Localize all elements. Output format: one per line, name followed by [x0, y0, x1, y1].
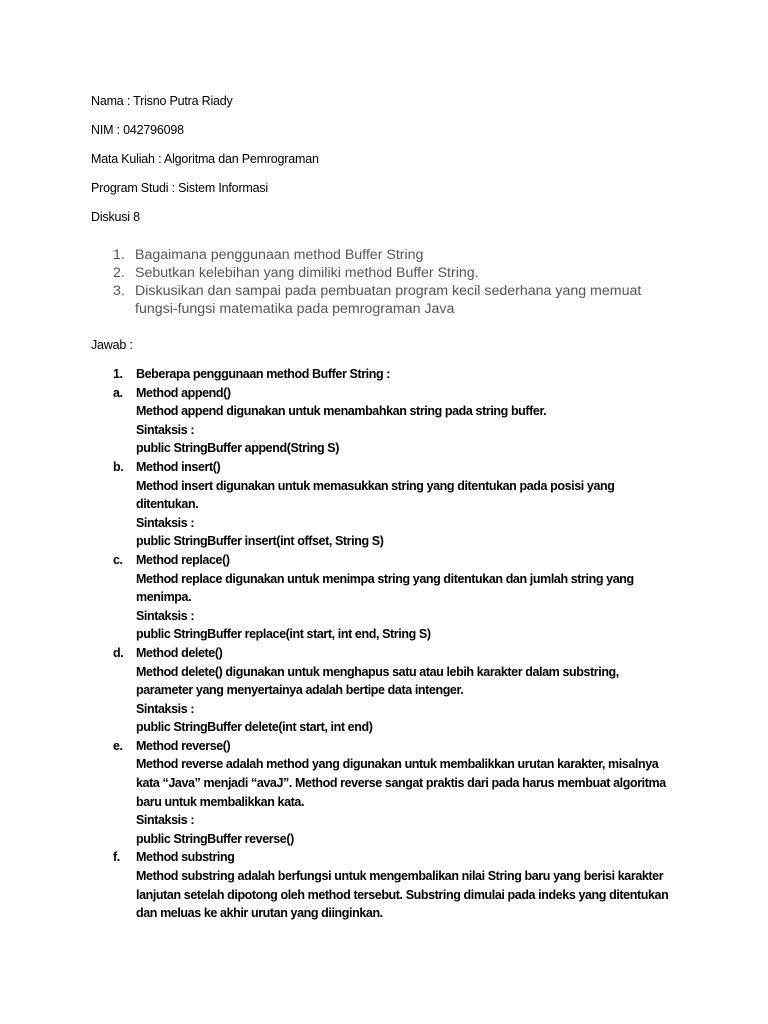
answer-item-line: Method insert digunakan untuk memasukkan string yang ditentukan pada posisi yang	[136, 478, 615, 493]
answer-item-line: Method delete()	[136, 645, 223, 660]
question-text: Bagaimana penggunaan method Buffer String	[135, 247, 424, 263]
answer-item-line: parameter yang menyertainya adalah bertipe data intenger.	[136, 683, 464, 698]
question-number: 3.	[113, 283, 125, 299]
question-item	[113, 282, 713, 318]
answer-item	[113, 644, 713, 737]
answer-heading-line: Beberapa penggunaan method Buffer String :	[136, 367, 391, 381]
answer-heading	[113, 365, 713, 384]
answer-item	[113, 848, 713, 922]
question-item	[113, 246, 713, 264]
answer-item-line: public StringBuffer delete(int start, int end)	[136, 720, 373, 735]
answer-heading-marker: 1.	[113, 367, 123, 381]
answer-item-line: Method append()	[136, 385, 231, 400]
answer-item-line: Method reverse()	[136, 738, 231, 753]
answer-item-line: public StringBuffer insert(int offset, String S)	[136, 534, 384, 549]
answer-item-line: Method substring	[136, 850, 235, 865]
question-number: 2.	[113, 265, 125, 281]
answer-item	[113, 384, 713, 458]
discussion-title: Diskusi 8	[91, 210, 140, 224]
answer-item-line: Method replace()	[136, 552, 230, 567]
question-text: fungsi-fungsi matematika pada pemrograman Java	[135, 301, 455, 317]
answer-item-line: public StringBuffer replace(int start, int end, String S)	[136, 627, 431, 642]
answer-item	[113, 737, 713, 849]
answer-item-marker: c.	[113, 552, 123, 567]
question-text: Sebutkan kelebihan yang dimiliki method Buffer String.	[135, 265, 479, 281]
answer-item-line: lanjutan setelah dipotong oleh method tersebut. Substring dimulai pada indeks yang ditentukan	[136, 887, 669, 902]
answer-item-marker: b.	[113, 459, 124, 474]
answer-item-marker: a.	[113, 385, 123, 400]
answer-label: Jawab :	[91, 338, 133, 352]
answer-item-line: Method replace digunakan untuk menimpa string yang ditentukan dan jumlah string yang	[136, 571, 634, 586]
answer-item-line: Sintaksis :	[136, 608, 195, 623]
answer-item-line: Sintaksis :	[136, 701, 195, 716]
answer-item	[113, 551, 713, 644]
answer-item-line: public StringBuffer reverse()	[136, 831, 294, 846]
study-program: Program Studi : Sistem Informasi	[91, 181, 268, 195]
answer-block	[113, 365, 713, 923]
question-item	[113, 264, 713, 282]
answer-item-line: dan meluas ke akhir urutan yang diinginkan.	[136, 906, 383, 921]
answer-item-line: Method substring adalah berfungsi untuk mengembalikan nilai String baru yang berisi karakter	[136, 869, 664, 884]
answer-item-marker: f.	[113, 850, 120, 865]
answer-item-line: Method delete() digunakan untuk menghapus satu atau lebih karakter dalam substring,	[136, 664, 619, 679]
answer-item-line: Method insert()	[136, 459, 221, 474]
answer-item-line: kata “Java” menjadi “avaJ”. Method reverse sangat praktis dari pada harus membuat algoritma	[136, 776, 666, 791]
answer-item-line: ditentukan.	[136, 497, 199, 512]
answer-item-line: Method append digunakan untuk menambahkan string pada string buffer.	[136, 404, 547, 419]
student-name: Nama : Trisno Putra Riady	[91, 94, 233, 108]
answer-item-line: baru untuk membalikkan kata.	[136, 794, 305, 809]
answer-item	[113, 458, 713, 551]
answer-item-marker: e.	[113, 738, 123, 753]
answer-item-line: Sintaksis :	[136, 813, 195, 828]
question-text: Diskusikan dan sampai pada pembuatan program kecil sederhana yang memuat	[135, 283, 642, 299]
question-number: 1.	[113, 247, 125, 263]
answer-item-line: Sintaksis :	[136, 422, 195, 437]
answer-item-line: Method reverse adalah method yang digunakan untuk membalikkan urutan karakter, misalnya	[136, 757, 659, 772]
answer-item-line: public StringBuffer append(String S)	[136, 441, 339, 456]
answer-item-marker: d.	[113, 645, 124, 660]
answer-item-line: menimpa.	[136, 590, 192, 605]
course-name: Mata Kuliah : Algoritma dan Pemrograman	[91, 152, 319, 166]
student-nim: NIM : 042796098	[91, 123, 184, 137]
answer-item-line: Sintaksis :	[136, 515, 195, 530]
